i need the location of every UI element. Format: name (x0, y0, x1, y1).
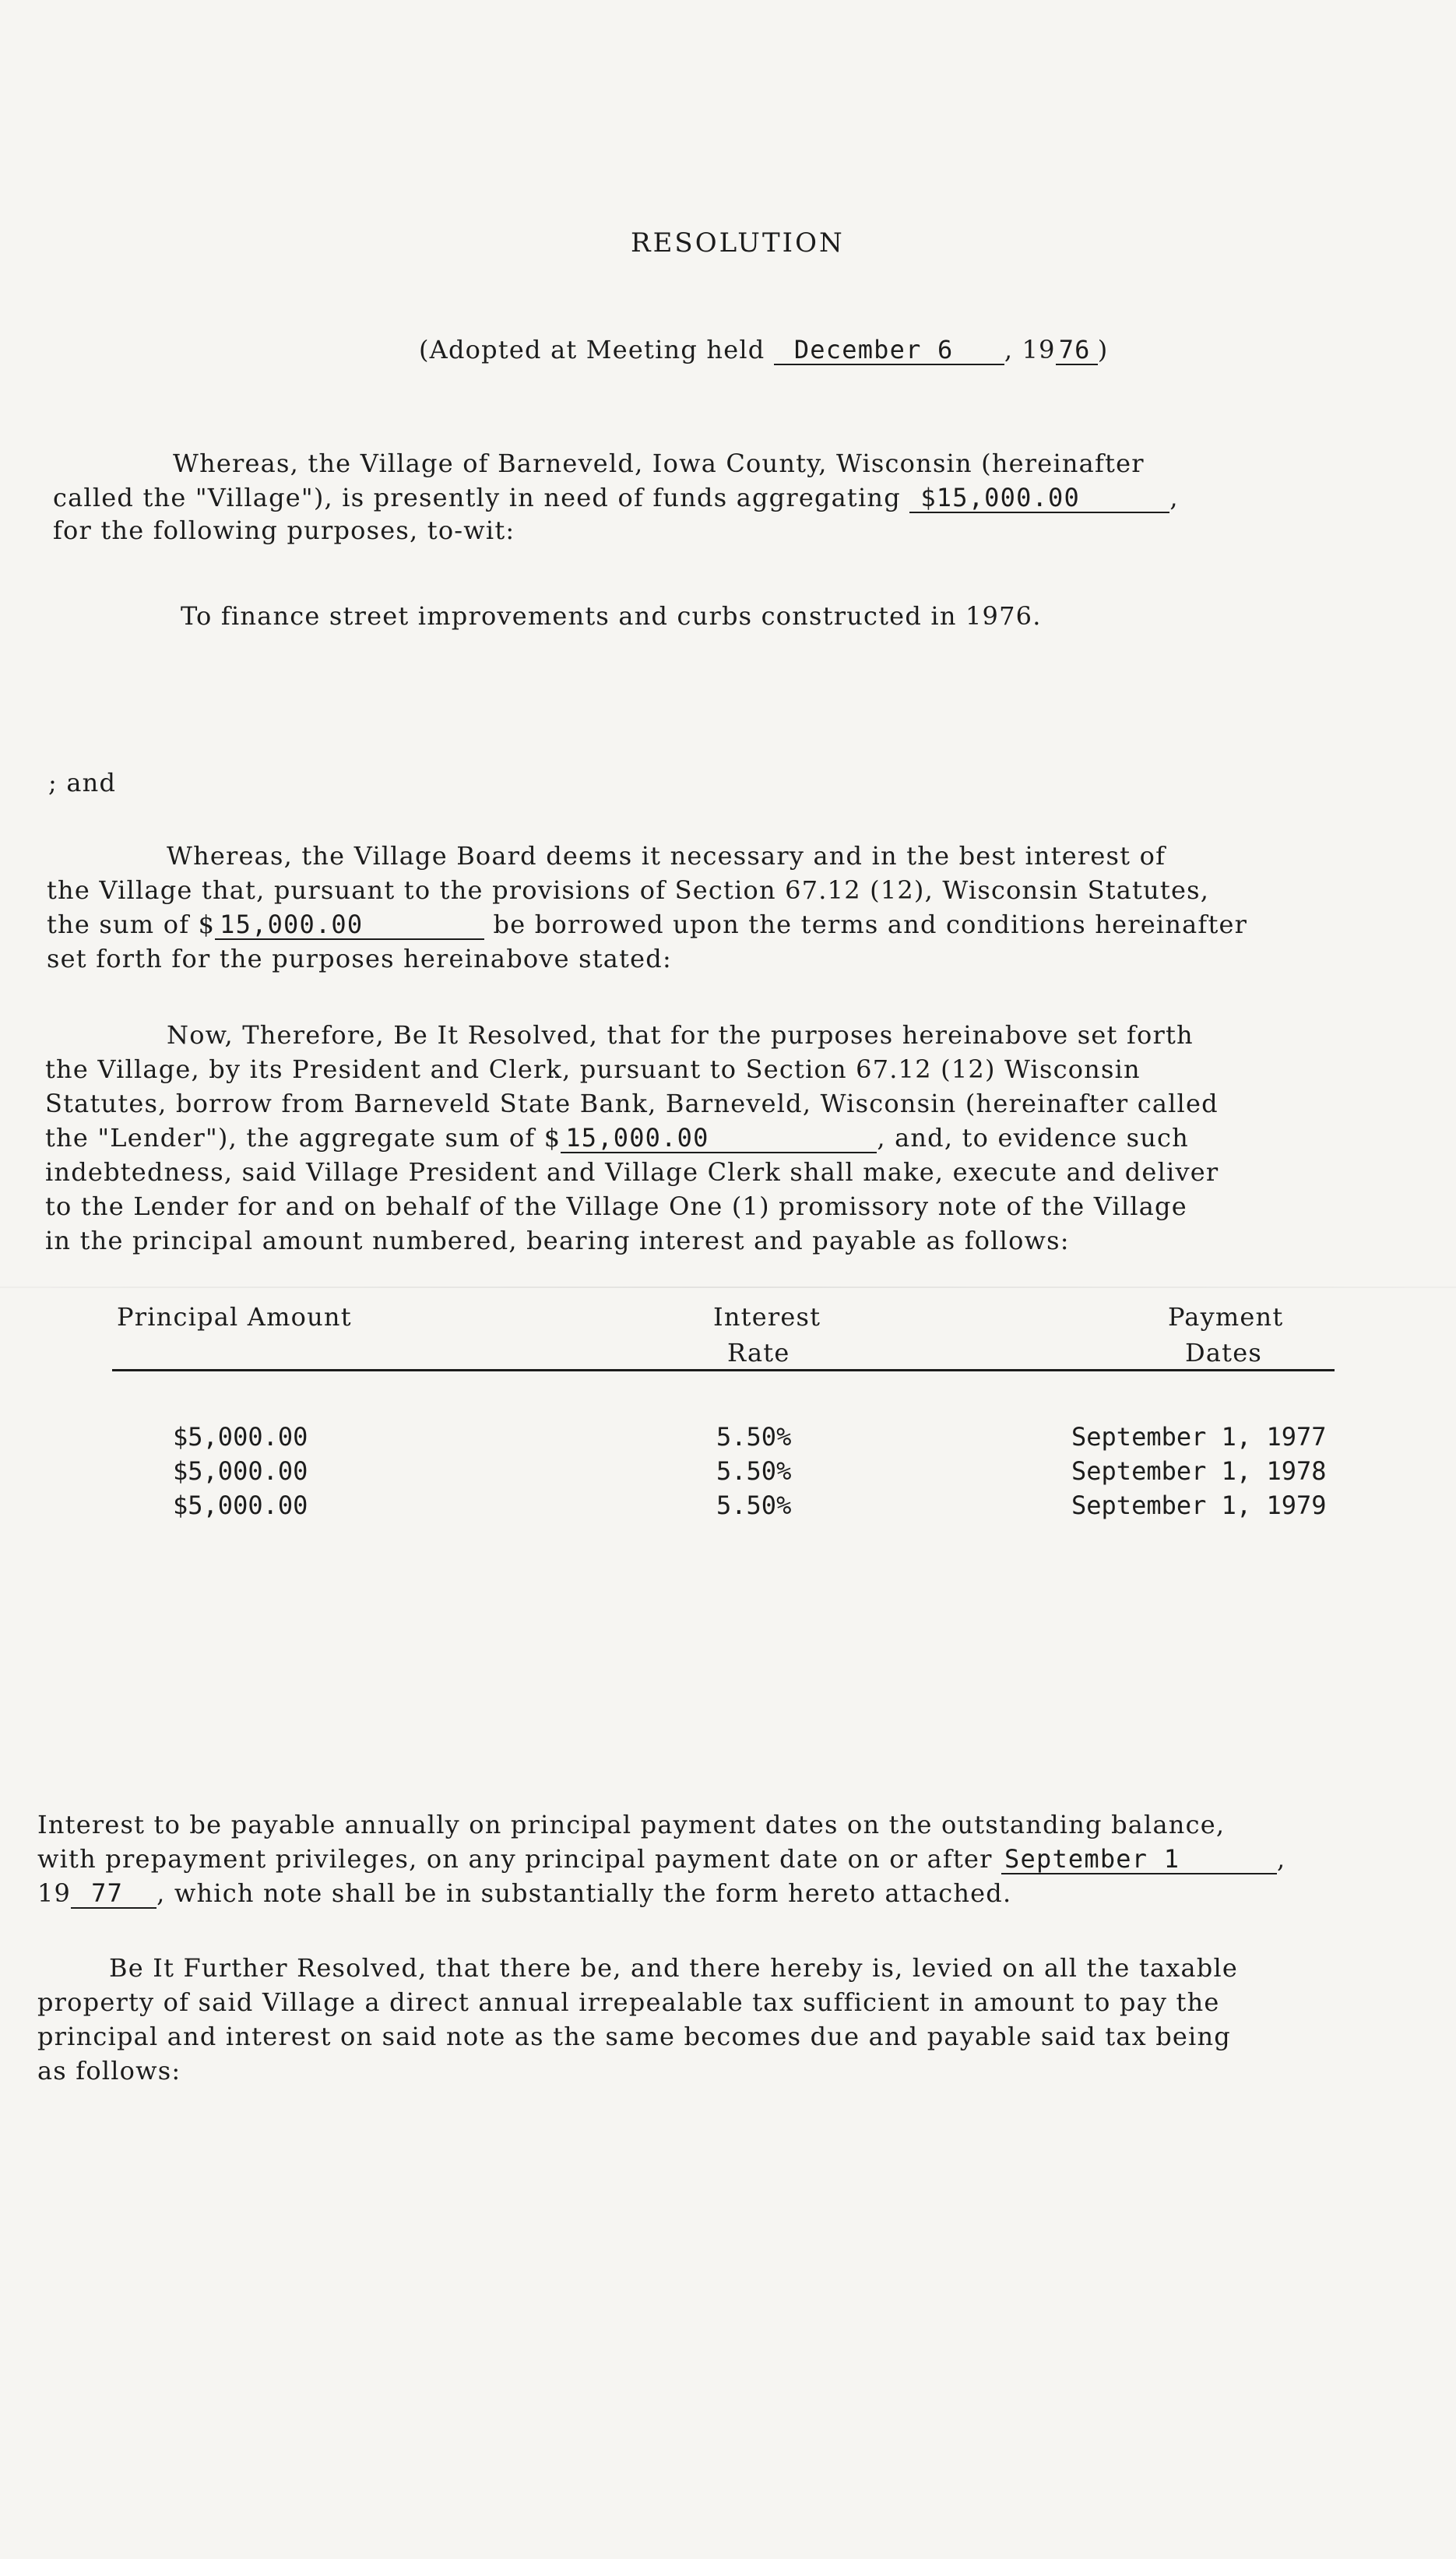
whereas2-line1: Whereas, the Village Board deems it necessary and in the best interest of (167, 841, 1166, 871)
row3-date: September 1, 1979 (1071, 1491, 1327, 1520)
prepayment-year-field: 77 (71, 1879, 157, 1909)
resolved-line7: in the principal amount numbered, bearing interest and payable as follows: (45, 1226, 1070, 1255)
whereas1-line3: for the following purposes, to-wit: (53, 516, 515, 545)
header-interest: Interest (713, 1302, 821, 1332)
interest-line3-rest: , which note shall be in substantially the form hereto attached. (157, 1878, 1012, 1908)
adopted-year-prefix: , 19 (1004, 335, 1056, 364)
and-connector: ; and (48, 768, 117, 797)
interest-line3-century: 19 (37, 1878, 72, 1908)
resolved-line5: indebtedness, said Village President and Village Clerk shall make, execute and deliver (45, 1157, 1219, 1187)
resolved-line3: Statutes, borrow from Barneveld State Bank, Barneveld, Wisconsin (hereinafter called (45, 1089, 1219, 1118)
paper-fold-line (0, 1287, 1456, 1288)
whereas1-line2-text: called the "Village"), is presently in need of funds aggregating (53, 483, 901, 512)
whereas2-line3-text: the sum of $ (47, 910, 216, 939)
meeting-year-field: 76 (1056, 336, 1098, 365)
adopted-suffix: ) (1097, 335, 1109, 364)
whereas2-line3 (47, 910, 1247, 940)
borrow-amount-field: 15,000.00 (215, 910, 484, 940)
further-line4: as follows: (37, 2056, 181, 2086)
whereas1-line1: Whereas, the Village of Barneveld, Iowa County, Wisconsin (hereinafter (173, 449, 1145, 478)
resolved-line2: the Village, by its President and Clerk, pursuant to Section 67.12 (12) Wisconsin (45, 1054, 1141, 1084)
header-payment: Payment (1168, 1302, 1284, 1332)
header-dates: Dates (1185, 1338, 1262, 1367)
purpose-statement: To finance street improvements and curbs constructed in 1976. (181, 601, 1042, 631)
adopted-prefix: (Adopted at Meeting held (419, 335, 765, 364)
interest-line2-comma: , (1277, 1844, 1286, 1874)
row3-principal: $5,000.00 (173, 1491, 308, 1520)
row1-principal: $5,000.00 (173, 1422, 308, 1452)
whereas2-line3-rest: be borrowed upon the terms and conditions hereinafter (493, 910, 1248, 939)
prepayment-date-field: September 1 (1001, 1845, 1277, 1874)
whereas1-line2-comma: , (1169, 483, 1179, 512)
resolved-line4-rest: , and, to evidence such (877, 1123, 1189, 1153)
further-line3: principal and interest on said note as the same becomes due and payable said tax being (37, 2022, 1231, 2051)
row3-rate: 5.50% (716, 1491, 792, 1520)
resolved-line6: to the Lender for and on behalf of the Village One (1) promissory note of the Village (45, 1192, 1187, 1221)
document-title: RESOLUTION (631, 227, 845, 259)
header-rate: Rate (727, 1338, 790, 1367)
interest-line2 (37, 1844, 1285, 1874)
row1-date: September 1, 1977 (1071, 1422, 1327, 1452)
funds-amount-field: $15,000.00 (909, 484, 1169, 513)
row2-date: September 1, 1978 (1071, 1456, 1327, 1486)
row1-rate: 5.50% (716, 1422, 792, 1452)
aggregate-amount-field: 15,000.00 (561, 1124, 877, 1153)
table-header-rule (112, 1369, 1335, 1371)
row2-principal: $5,000.00 (173, 1456, 308, 1486)
whereas2-line4: set forth for the purposes hereinabove stated: (47, 944, 672, 973)
whereas2-line2: the Village that, pursuant to the provisions of Section 67.12 (12), Wisconsin Statutes, (47, 875, 1210, 905)
interest-line2-text: with prepayment privileges, on any principal payment date on or after (37, 1844, 993, 1874)
resolved-line1: Now, Therefore, Be It Resolved, that for the purposes hereinabove set forth (167, 1020, 1194, 1050)
resolved-line4 (45, 1123, 1189, 1153)
resolved-line4-text: the "Lender"), the aggregate sum of $ (45, 1123, 561, 1153)
interest-line1: Interest to be payable annually on principal payment dates on the outstanding balance, (37, 1810, 1226, 1839)
meeting-date-field: December 6 (774, 336, 1004, 365)
further-line1: Be It Further Resolved, that there be, and there hereby is, levied on all the taxable (109, 1953, 1239, 1983)
further-line2: property of said Village a direct annual irrepealable tax sufficient in amount to pay the (37, 1987, 1220, 2017)
whereas1-line2 (53, 483, 1179, 513)
adopted-line (419, 335, 1108, 365)
row2-rate: 5.50% (716, 1456, 792, 1486)
header-principal-amount: Principal Amount (117, 1302, 352, 1332)
interest-line3 (37, 1878, 1011, 1909)
